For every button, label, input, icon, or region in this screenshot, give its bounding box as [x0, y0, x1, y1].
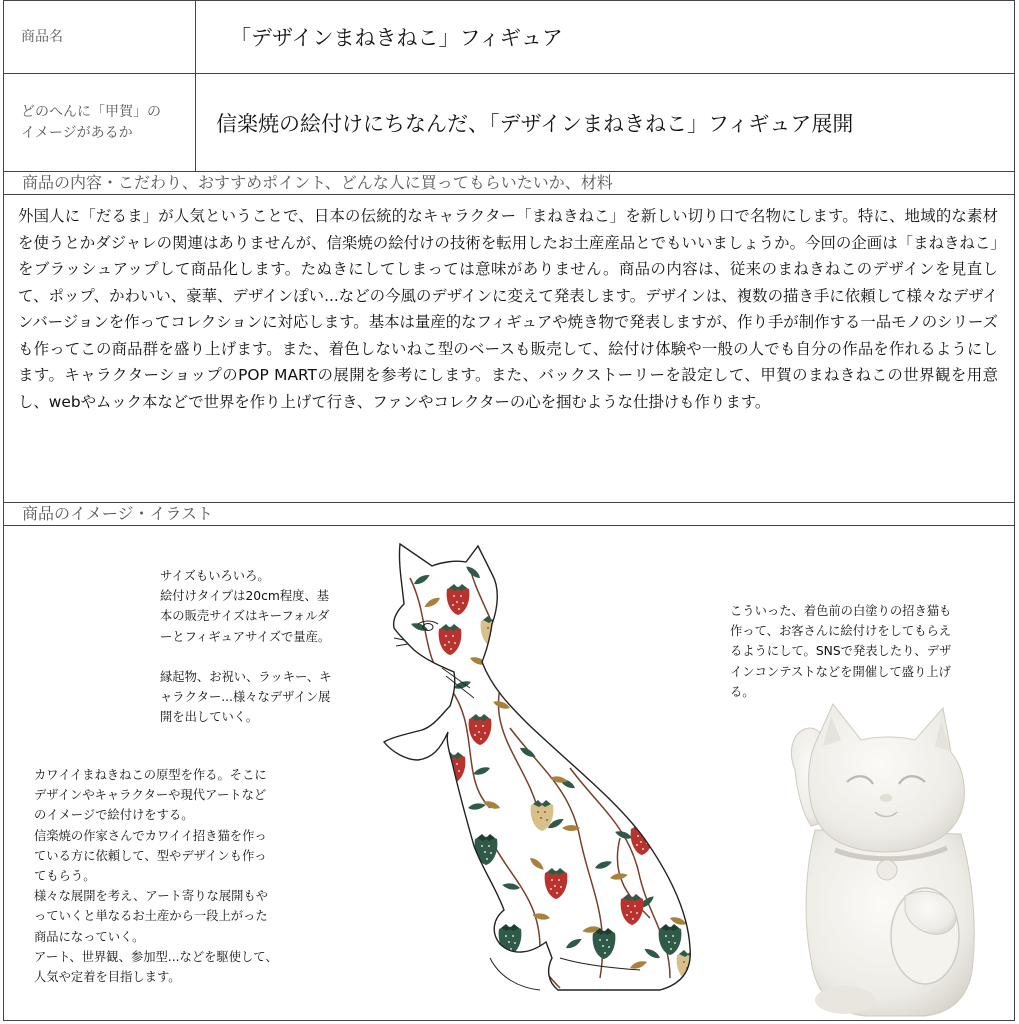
prototype-note-line: っていくと単なるお土産から一段上がった	[34, 909, 268, 924]
product-name-value: 「デザインまねきねこ」フィギュア	[230, 26, 563, 50]
size-note	[160, 566, 390, 727]
white-figure-note-line: インコンテストなどを開催して盛り上げ	[730, 664, 951, 679]
koka-image-value: 信楽焼の絵付けにちなんだ、「デザインまねきねこ」フィギュア展開	[216, 111, 854, 136]
theme-note-line: ャラクター...様々なデザイン展	[160, 690, 331, 705]
white-figure-note	[730, 601, 980, 702]
prototype-note-line: デザインやキャラクターや現代アートなど	[34, 788, 267, 803]
white-figure-note-line: る。	[730, 684, 755, 699]
content-text: 外国人に「だるま」が人気ということで、日本の伝統的なキャラクター「まねきねこ」を新しい切り口で名物にします。特に、地域的な素材を使うとかダジャレの関連はありませんが、信楽焼の絵付けの技術を転用したお土産産品とでもいいましょうか。今回の企画は「まねきねこ」をブラッシュアップして商品化します。たぬきにしてしまっては意味がありません。商品の内容は、従来のまねきねこのデザインを見直して、ポップ、かわいい、豪華、デザインぽい...などの今風のデザインに変えて発表します。デザインは、複数の描き手に依頼して様々なデザインバージョンを作ってコレクションに対応します。基本は量産的なフィギュアや焼き物で発表しますが、作り手が制作する一品モノのシリーズも作ってこの商品群を盛り上げます。また、着色しないねこ型のベースも販売して、絵付け体験や一般の人でも自分の作品を作れるようにします。キャラクターショップのPOP MARTの展開を参考にします。また、バックストーリーを設定して、甲賀のまねきねこの世界観を用意し、webやムック本などで世界を作り上げて行き、ファンやコレクターの心を掴むような仕掛けも作ります。	[18, 207, 999, 411]
prototype-note-line: 人気や定着を目指します。	[34, 970, 181, 985]
content-section-heading: 商品の内容・こだわり、おすすめポイント、どんな人に買ってもらいたいか、材料	[3, 171, 1015, 194]
white-maneki-neko-figure	[775, 700, 990, 1020]
theme-note-line: 開を出していく。	[160, 710, 259, 725]
prototype-note-line: 様々な展開を考え、アート寄りな展開もや	[34, 889, 269, 904]
prototype-note-line: アート、世界観、参加型...などを駆使して、	[34, 949, 278, 964]
koka-image-label-line2: イメージがあるか	[21, 124, 133, 141]
product-name-row	[3, 0, 1015, 73]
prototype-note-line: のイメージで絵付けをする。	[34, 808, 194, 823]
prototype-note-line: 信楽焼の作家さんでカワイイ招き猫を作っ	[34, 828, 267, 843]
white-figure-note-line: るようにして。SNSで発表したり、デザ	[730, 644, 952, 659]
koka-image-label	[4, 74, 196, 171]
size-note-line: ーとフィギュアサイズで量産。	[160, 629, 331, 644]
prototype-note-line: ている方に依頼して、型やデザインも作っ	[34, 848, 267, 863]
prototype-note	[34, 765, 324, 987]
size-note-line: サイズもいろいろ。	[160, 569, 270, 583]
koka-image-row	[3, 73, 1015, 171]
theme-note-line: 縁起物、お祝い、ラッキー、キ	[160, 669, 332, 684]
prototype-note-line: てもらう。	[34, 869, 96, 884]
koka-image-label-line1: どのへんに「甲賀」の	[21, 103, 161, 120]
image-section-heading: 商品のイメージ・イラスト	[3, 502, 1015, 525]
form-bottom-border	[3, 1020, 1015, 1021]
size-note-line: 本の販売サイズはキーフォルダ	[160, 609, 330, 624]
white-figure-note-line: 作って、お客さんに絵付けをしてもらえ	[730, 624, 952, 639]
product-name-label: 商品名	[4, 1, 196, 73]
white-figure-note-line: こういった、着色前の白塗りの招き猫も	[730, 604, 952, 618]
prototype-note-line: カワイイまねきねこの原型を作る。そこに	[34, 768, 267, 782]
strawberry-cat-illustration	[370, 538, 720, 1008]
prototype-note-line: 商品になっていく。	[34, 929, 145, 944]
size-note-line: 絵付けタイプは20cm程度、基	[160, 589, 330, 604]
